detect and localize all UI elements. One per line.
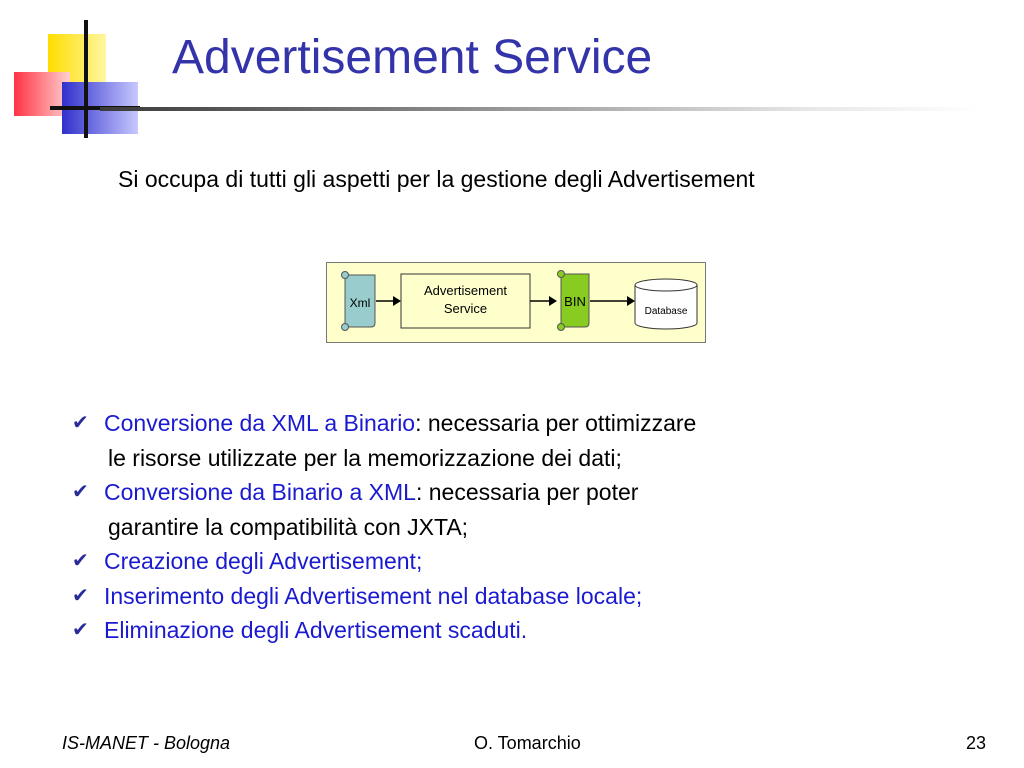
checkmark-icon: ✔ — [72, 481, 89, 503]
bullet-item — [72, 613, 972, 648]
bullet-item — [72, 544, 972, 579]
bullet-item — [72, 475, 972, 510]
bin-label: BIN — [564, 294, 586, 309]
footer-author: O. Tomarchio — [474, 733, 581, 753]
database-icon — [635, 279, 697, 329]
flow-diagram — [326, 262, 706, 343]
bullet-text: : necessaria per poter — [415, 479, 639, 505]
bullet-continuation: garantire la compatibilità con JXTA; — [108, 513, 469, 540]
advertisement-service-box — [401, 274, 530, 328]
bullet-item — [72, 579, 972, 614]
bullet-highlight: Conversione da Binario a XML — [104, 479, 416, 505]
xml-document-icon — [342, 272, 376, 331]
footer-left: IS-MANET - Bologna — [62, 733, 231, 753]
checkmark-icon: ✔ — [72, 584, 89, 607]
arrow-bin-to-database — [590, 296, 635, 306]
bullet-highlight: Inserimento degli Advertisement nel database locale; — [104, 582, 643, 609]
bullet-highlight: Eliminazione degli Advertisement scaduti. — [104, 617, 528, 643]
bullet-continuation: le risorse utilizzate per la memorizzazione dei dati; — [108, 444, 622, 471]
title-divider — [100, 107, 980, 111]
bullet-highlight: Creazione degli Advertisement; — [104, 548, 423, 574]
bullet-highlight: Conversione da XML a Binario — [104, 410, 416, 436]
database-label: Database — [644, 306, 688, 317]
arrow-xml-to-service — [376, 296, 401, 306]
checkmark-icon: ✔ — [72, 550, 89, 572]
page-number: 23 — [965, 733, 986, 753]
bullet-list — [72, 406, 972, 648]
checkmark-icon: ✔ — [72, 619, 89, 641]
service-label-line1: Advertisement — [423, 283, 508, 298]
bullet-text: : necessaria per ottimizzare — [415, 410, 697, 436]
xml-label: Xml — [349, 296, 371, 310]
slide-title: Advertisement Service — [172, 31, 653, 84]
slide-subtitle: Si occupa di tutti gli aspetti per la gestione degli Advertisement — [118, 166, 755, 192]
arrow-service-to-bin — [530, 296, 557, 306]
service-label-line2: Service — [443, 301, 488, 316]
checkmark-icon: ✔ — [72, 412, 89, 434]
bin-document-icon — [558, 271, 590, 331]
logo — [0, 0, 160, 150]
bullet-item — [72, 406, 972, 441]
